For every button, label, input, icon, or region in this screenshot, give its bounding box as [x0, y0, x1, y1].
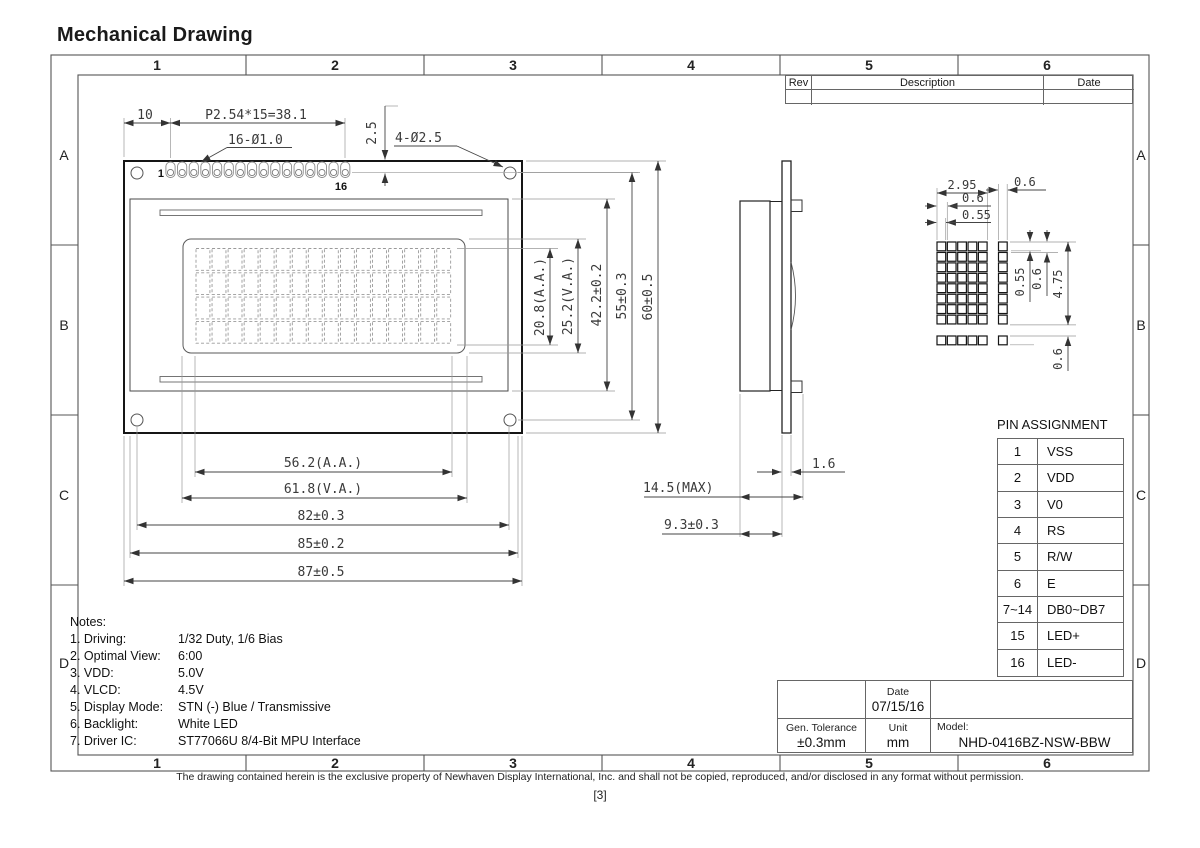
dot [999, 336, 1008, 345]
dim-aa-height: 20.8(A.A.) [533, 257, 548, 337]
pin-hole [342, 169, 348, 175]
side-view [740, 161, 802, 433]
dot [968, 252, 977, 261]
dot [999, 315, 1008, 324]
tolerance-label: Gen. Tolerance [785, 721, 858, 734]
char-cell [228, 249, 242, 271]
dot [968, 242, 977, 251]
dim-char-height: 4.75 [1051, 269, 1065, 299]
pin-row: 5 R/W [998, 544, 1123, 570]
char-cell [389, 273, 403, 295]
char-cell [292, 297, 306, 319]
dim-dot-height: 0.55 [1013, 267, 1027, 297]
dot [968, 284, 977, 293]
char-cell [292, 321, 306, 343]
side-pin-bottom [791, 381, 802, 393]
char-cell [324, 249, 338, 271]
pin16-label: 16 [334, 181, 348, 193]
dot [999, 284, 1008, 293]
char-cell [244, 273, 258, 295]
zone-row-label: A [59, 147, 69, 163]
dot [968, 315, 977, 324]
dot [999, 305, 1008, 314]
char-cell [389, 249, 403, 271]
char-cell [405, 249, 419, 271]
char-cell [405, 297, 419, 319]
char-cell [324, 273, 338, 295]
char-cell [196, 297, 210, 319]
char-cell [389, 297, 403, 319]
dim-total-thickness: 14.5(MAX) [643, 481, 714, 496]
zone-col-label: 3 [509, 57, 517, 73]
char-cell [437, 321, 451, 343]
dot [999, 294, 1008, 303]
char-cell [373, 249, 387, 271]
dim-mount-spacing-h: 82±0.3 [297, 509, 345, 524]
dot [958, 294, 967, 303]
zone-col-label: 1 [153, 755, 161, 771]
dot [999, 273, 1008, 282]
pin-hole [272, 169, 278, 175]
dot [968, 263, 977, 272]
note-item: 6. Backlight: White LED [70, 717, 238, 731]
model-cell [931, 719, 1132, 752]
char-cell [357, 273, 371, 295]
char-cell [437, 273, 451, 295]
dot [978, 284, 987, 293]
zone-row-label: C [58, 487, 70, 503]
dot [937, 305, 946, 314]
char-cell [228, 273, 242, 295]
side-pin-top [791, 200, 802, 212]
char-cell [357, 297, 371, 319]
dot [958, 273, 967, 282]
side-module-body [740, 201, 770, 391]
dot [999, 242, 1008, 251]
unit-label: Unit [888, 721, 908, 734]
char-cell [340, 297, 354, 319]
char-cell [276, 249, 290, 271]
pin-row: 7~14 DB0~DB7 [998, 597, 1123, 623]
page-number: [3] [593, 788, 607, 802]
char-cell [421, 297, 435, 319]
dim-pcb-height: 60±0.5 [641, 273, 656, 321]
dot [937, 284, 946, 293]
char-cell [228, 321, 242, 343]
dot [999, 252, 1008, 261]
dot [947, 263, 956, 272]
char-dimension-lines [925, 190, 1068, 371]
unit-value: mm [886, 734, 910, 750]
unit-cell [866, 719, 931, 752]
bezel-clip-bottom [160, 377, 482, 383]
date-empty-cell [1044, 90, 1134, 105]
dim-mount-holes: 4-Ø2.5 [395, 131, 442, 146]
dot [937, 252, 946, 261]
char-cell [212, 249, 226, 271]
dim-dot-pitch-h: 0.6 [962, 191, 984, 205]
page-title: Mechanical Drawing [57, 24, 253, 46]
char-cell [260, 249, 274, 271]
dot [978, 294, 987, 303]
zone-col-label: 4 [687, 57, 695, 73]
pin-hole [249, 169, 255, 175]
character-cell-grid [196, 249, 451, 344]
pin-hole [319, 169, 325, 175]
dim-module-thickness: 9.3±0.3 [664, 518, 719, 533]
character-dot-matrix [937, 242, 1007, 345]
revision-table [785, 75, 1133, 104]
char-cell [324, 297, 338, 319]
char-cell [196, 249, 210, 271]
pin-hole [214, 169, 220, 175]
dot [937, 273, 946, 282]
dim-mount-spacing-v: 55±0.3 [615, 272, 630, 320]
char-cell [373, 297, 387, 319]
dot [937, 263, 946, 272]
dot [958, 336, 967, 345]
dot [958, 284, 967, 293]
dot [947, 252, 956, 261]
char-cell [196, 321, 210, 343]
pin-row: 4 RS [998, 518, 1123, 544]
rev-empty-cell [786, 90, 812, 105]
pin-row: 16 LED- [998, 650, 1123, 676]
mounting-holes [131, 167, 516, 426]
date-label: Date [886, 685, 910, 698]
dot [978, 252, 987, 261]
dot [947, 284, 956, 293]
char-cell [421, 273, 435, 295]
char-cell [308, 249, 322, 271]
char-cell [244, 321, 258, 343]
tolerance-value: ±0.3mm [797, 734, 846, 750]
zone-col-label: 2 [331, 57, 339, 73]
zone-col-label: 6 [1043, 755, 1051, 771]
char-cell [260, 321, 274, 343]
dim-char-width: 2.95 [947, 178, 977, 192]
dot [958, 242, 967, 251]
char-cell [357, 249, 371, 271]
date-header: Date [1044, 76, 1134, 90]
dot [978, 273, 987, 282]
char-cell [389, 321, 403, 343]
char-cell [244, 297, 258, 319]
dim-pin-row-offset: 2.5 [365, 121, 380, 145]
dot [958, 305, 967, 314]
pin-row: 2 VDD [998, 465, 1123, 491]
dot [947, 294, 956, 303]
pin-hole [331, 169, 337, 175]
bezel-clip-top [160, 210, 482, 216]
pin-hole [307, 169, 313, 175]
dot [937, 242, 946, 251]
char-cell [196, 273, 210, 295]
char-cell [260, 273, 274, 295]
dim-bezel-height: 42.2±0.2 [590, 263, 605, 327]
copyright-notice: The drawing contained herein is the exclusive property of Newhaven Display International, Inc. and shall not be copied, reproduced, and/or disclosed in any format without permission. [176, 771, 1024, 783]
notes-block [70, 614, 361, 750]
dot [947, 336, 956, 345]
pin-hole [167, 169, 173, 175]
tolerance-cell [778, 719, 866, 752]
pin-row: 6 E [998, 571, 1123, 597]
title-block-empty-cell [778, 681, 866, 719]
model-value: NHD-0416BZ-NSW-BBW [958, 735, 1111, 750]
char-cell [228, 297, 242, 319]
char-cell [357, 321, 371, 343]
dot [978, 305, 987, 314]
side-pcb [782, 161, 791, 433]
pin-hole [237, 169, 243, 175]
title-block-empty-cell [931, 681, 1132, 719]
char-cell [260, 297, 274, 319]
dim-module-width: 85±0.2 [297, 537, 345, 552]
dot [968, 305, 977, 314]
char-cell [276, 273, 290, 295]
zone-row-label: D [1135, 655, 1147, 671]
note-item: 5. Display Mode: STN (-) Blue / Transmissive [70, 700, 331, 714]
dot [958, 263, 967, 272]
char-cell [292, 249, 306, 271]
char-cell [212, 297, 226, 319]
zone-row-label: B [59, 317, 69, 333]
dot [978, 263, 987, 272]
zone-row-label: C [1135, 487, 1147, 503]
note-item: 2. Optimal View: 6:00 [70, 649, 203, 663]
char-cell [308, 321, 322, 343]
char-cell [292, 273, 306, 295]
pin-hole [284, 169, 290, 175]
char-cell [373, 321, 387, 343]
dim-dot-pitch-v: 0.6 [1030, 268, 1044, 290]
pin-hole [202, 169, 208, 175]
dot [937, 294, 946, 303]
dim-pin-margin: 10 [137, 108, 153, 123]
date-value: 07/15/16 [871, 698, 925, 714]
char-cell [373, 273, 387, 295]
pin-assignment-title: PIN ASSIGNMENT [997, 417, 1108, 432]
dot [978, 336, 987, 345]
dot [958, 252, 967, 261]
char-cell [212, 273, 226, 295]
front-extension-lines [124, 106, 666, 586]
description-empty-cell [812, 90, 1044, 105]
char-cell [340, 249, 354, 271]
pin-row: 1 VSS [998, 439, 1123, 465]
pin-pad-row [166, 162, 350, 178]
description-header: Description [812, 76, 1044, 90]
dim-dot-width: 0.55 [962, 208, 991, 222]
char-cell [437, 249, 451, 271]
pin-hole [179, 169, 185, 175]
note-item: 3. VDD: 5.0V [70, 666, 204, 680]
rev-header: Rev [786, 76, 812, 90]
pin-hole [296, 169, 302, 175]
zone-col-label: 3 [509, 755, 517, 771]
pin-row: 15 LED+ [998, 623, 1123, 649]
dim-va-height: 25.2(V.A.) [561, 256, 576, 336]
note-item: 4. VLCD: 4.5V [70, 683, 204, 697]
pin-row: 3 V0 [998, 492, 1123, 518]
note-item: 7. Driver IC: ST77066U 8/4-Bit MPU Interface [70, 734, 361, 748]
backlight-bulge [791, 262, 796, 330]
zone-col-label: 2 [331, 755, 339, 771]
zone-col-label: 5 [865, 755, 873, 771]
char-cell [308, 273, 322, 295]
model-label: Model: [937, 721, 969, 733]
dim-va-width: 61.8(V.A.) [283, 482, 363, 497]
pin-hole [261, 169, 267, 175]
dim-char-gap: 0.6 [1014, 175, 1036, 189]
dim-row-gap: 0.6 [1051, 348, 1065, 370]
pin-assignment-table [997, 438, 1124, 677]
char-cell [405, 273, 419, 295]
char-cell [405, 321, 419, 343]
dot [947, 315, 956, 324]
dot [947, 305, 956, 314]
pcb-outline [124, 161, 522, 433]
char-cell [421, 249, 435, 271]
char-cell [276, 321, 290, 343]
dot [999, 263, 1008, 272]
title-block [777, 680, 1133, 753]
dim-pin-pitch: P2.54*15=38.1 [205, 108, 307, 123]
date-cell [866, 681, 931, 719]
dot [978, 242, 987, 251]
side-dimension-texts [643, 457, 835, 533]
char-cell [437, 297, 451, 319]
char-cell [276, 297, 290, 319]
zone-col-label: 5 [865, 57, 873, 73]
note-item: 1. Driving: 1/32 Duty, 1/6 Bias [70, 632, 283, 646]
zone-col-label: 4 [687, 755, 695, 771]
zone-col-label: 6 [1043, 57, 1051, 73]
dot [968, 336, 977, 345]
zone-row-label: D [58, 655, 70, 671]
char-cell [244, 249, 258, 271]
dot [937, 315, 946, 324]
pin-hole [191, 169, 197, 175]
dot [947, 242, 956, 251]
dot [968, 294, 977, 303]
dot [947, 273, 956, 282]
char-cell [421, 321, 435, 343]
dot [958, 315, 967, 324]
char-cell [324, 321, 338, 343]
dim-pin-holes: 16-Ø1.0 [228, 133, 283, 148]
pin-hole [226, 169, 232, 175]
zone-col-label: 1 [153, 57, 161, 73]
dim-aa-width: 56.2(A.A.) [283, 456, 363, 471]
side-extension-lines [740, 394, 803, 537]
char-cell [340, 321, 354, 343]
dim-pcb-thickness: 1.6 [812, 457, 836, 472]
char-cell [308, 297, 322, 319]
char-cell [340, 273, 354, 295]
dot [937, 336, 946, 345]
zone-row-label: B [1136, 317, 1146, 333]
notes-heading: Notes: [70, 615, 107, 629]
dot [968, 273, 977, 282]
zone-row-label: A [1136, 147, 1146, 163]
dim-pcb-width: 87±0.5 [297, 565, 345, 580]
dot [978, 315, 987, 324]
char-cell [212, 321, 226, 343]
pin1-label: 1 [157, 168, 164, 180]
